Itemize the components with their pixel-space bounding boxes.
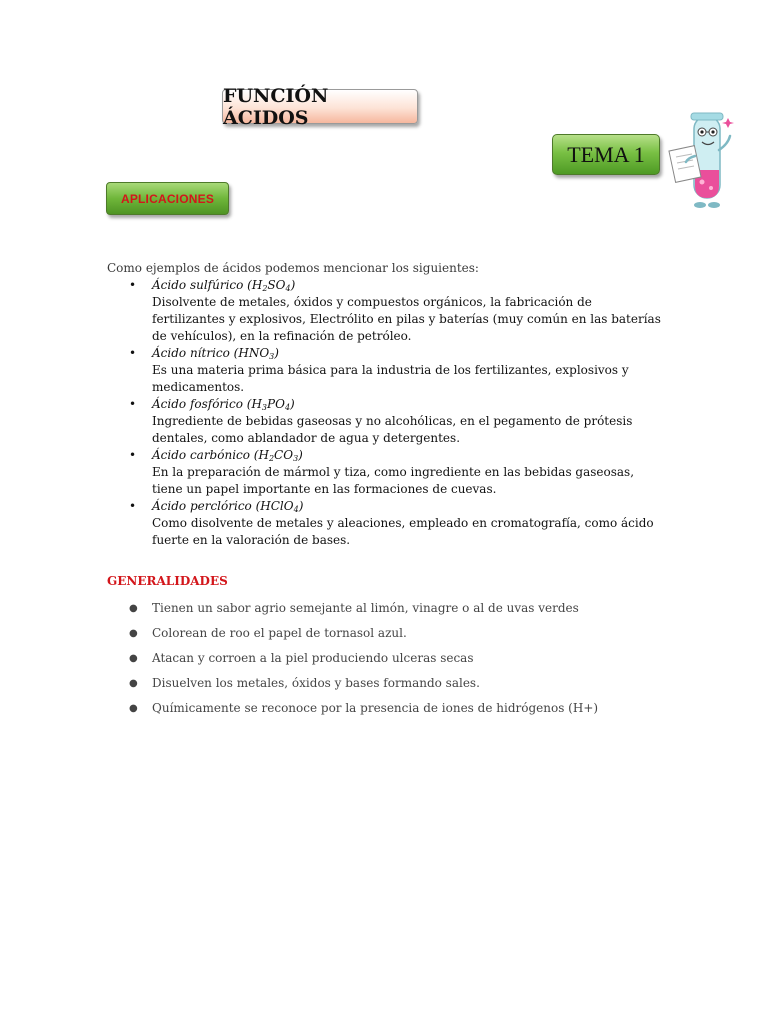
generality-item <box>107 650 598 675</box>
acid-item <box>107 277 667 345</box>
acid-description: Ingrediente de bebidas gaseosas y no alcohólicas, en el pegamento de prótesis dentales, como ablandador de agua y detergentes. <box>152 414 633 445</box>
acid-list <box>107 277 667 549</box>
acid-name: Ácido sulfúrico $(H_2SO_4)$ <box>152 278 296 293</box>
bullet-icon: • <box>129 278 137 292</box>
generalities-heading: GENERALIDADES <box>107 574 228 588</box>
acid-item <box>107 498 667 549</box>
bullet-icon: • <box>129 448 137 462</box>
bullet-icon: ● <box>129 603 138 614</box>
acid-item <box>107 396 667 447</box>
acid-name: Ácido fosfórico $(H_3PO_4)$ <box>152 397 295 412</box>
bullet-icon: ● <box>129 628 138 639</box>
bullet-icon: ● <box>129 703 138 714</box>
acid-description: Como disolvente de metales y aleaciones, empleado en cromatografía, como ácido fuerte en la valoración de bases. <box>152 516 654 547</box>
acid-name: Ácido nítrico $(HNO_3)$ <box>152 346 279 361</box>
generality-item <box>107 675 598 700</box>
acid-description: Disolvente de metales, óxidos y compuestos orgánicos, la fabricación de fertilizantes y explosivos, Electrólito en pilas y baterías (muy común en las baterías de vehículos), en la refinación de petróleo. <box>152 295 661 343</box>
tema-button[interactable] <box>552 134 660 175</box>
generalities-list <box>107 600 598 725</box>
page-title <box>222 84 418 129</box>
generality-text: Atacan y corroen a la piel produciendo ulceras secas <box>152 651 474 665</box>
applications-intro: Como ejemplos de ácidos podemos mencionar los siguientes: <box>107 261 479 275</box>
tema-label: TEMA 1 <box>567 141 645 167</box>
bullet-icon: • <box>129 397 137 411</box>
bullet-icon: ● <box>129 653 138 664</box>
generality-item <box>107 625 598 650</box>
aplicaciones-button[interactable] <box>106 182 229 215</box>
acid-name: Ácido perclórico (HClO$_4$) <box>152 499 304 514</box>
test-tube-mascot-icon <box>664 110 736 212</box>
bullet-icon: • <box>129 499 137 513</box>
bullet-icon: • <box>129 346 137 360</box>
acid-description: En la preparación de mármol y tiza, como ingrediente en las bebidas gaseosas, tiene un papel importante en las formaciones de cuevas. <box>152 465 635 496</box>
page-title-text: FUNCIÓN ÁCIDOS <box>223 84 329 129</box>
generality-text: Colorean de roo el papel de tornasol azul. <box>152 626 407 640</box>
acid-item <box>107 447 667 498</box>
generality-text: Tienen un sabor agrio semejante al limón, vinagre o al de uvas verdes <box>152 601 579 615</box>
acid-item <box>107 345 667 396</box>
acid-description: Es una materia prima básica para la industria de los fertilizantes, explosivos y medicamentos. <box>152 363 629 394</box>
bullet-icon: ● <box>129 678 138 689</box>
applications-section <box>107 260 667 549</box>
aplicaciones-label: APLICACIONES <box>120 191 215 206</box>
generality-text: Químicamente se reconoce por la presencia de iones de hidrógenos (H+) <box>152 701 599 715</box>
generality-text: Disuelven los metales, óxidos y bases formando sales. <box>152 676 480 690</box>
generality-item <box>107 600 598 625</box>
generality-item <box>107 700 598 725</box>
acid-name: Ácido carbónico $(H_2CO_3)$ <box>152 448 303 463</box>
